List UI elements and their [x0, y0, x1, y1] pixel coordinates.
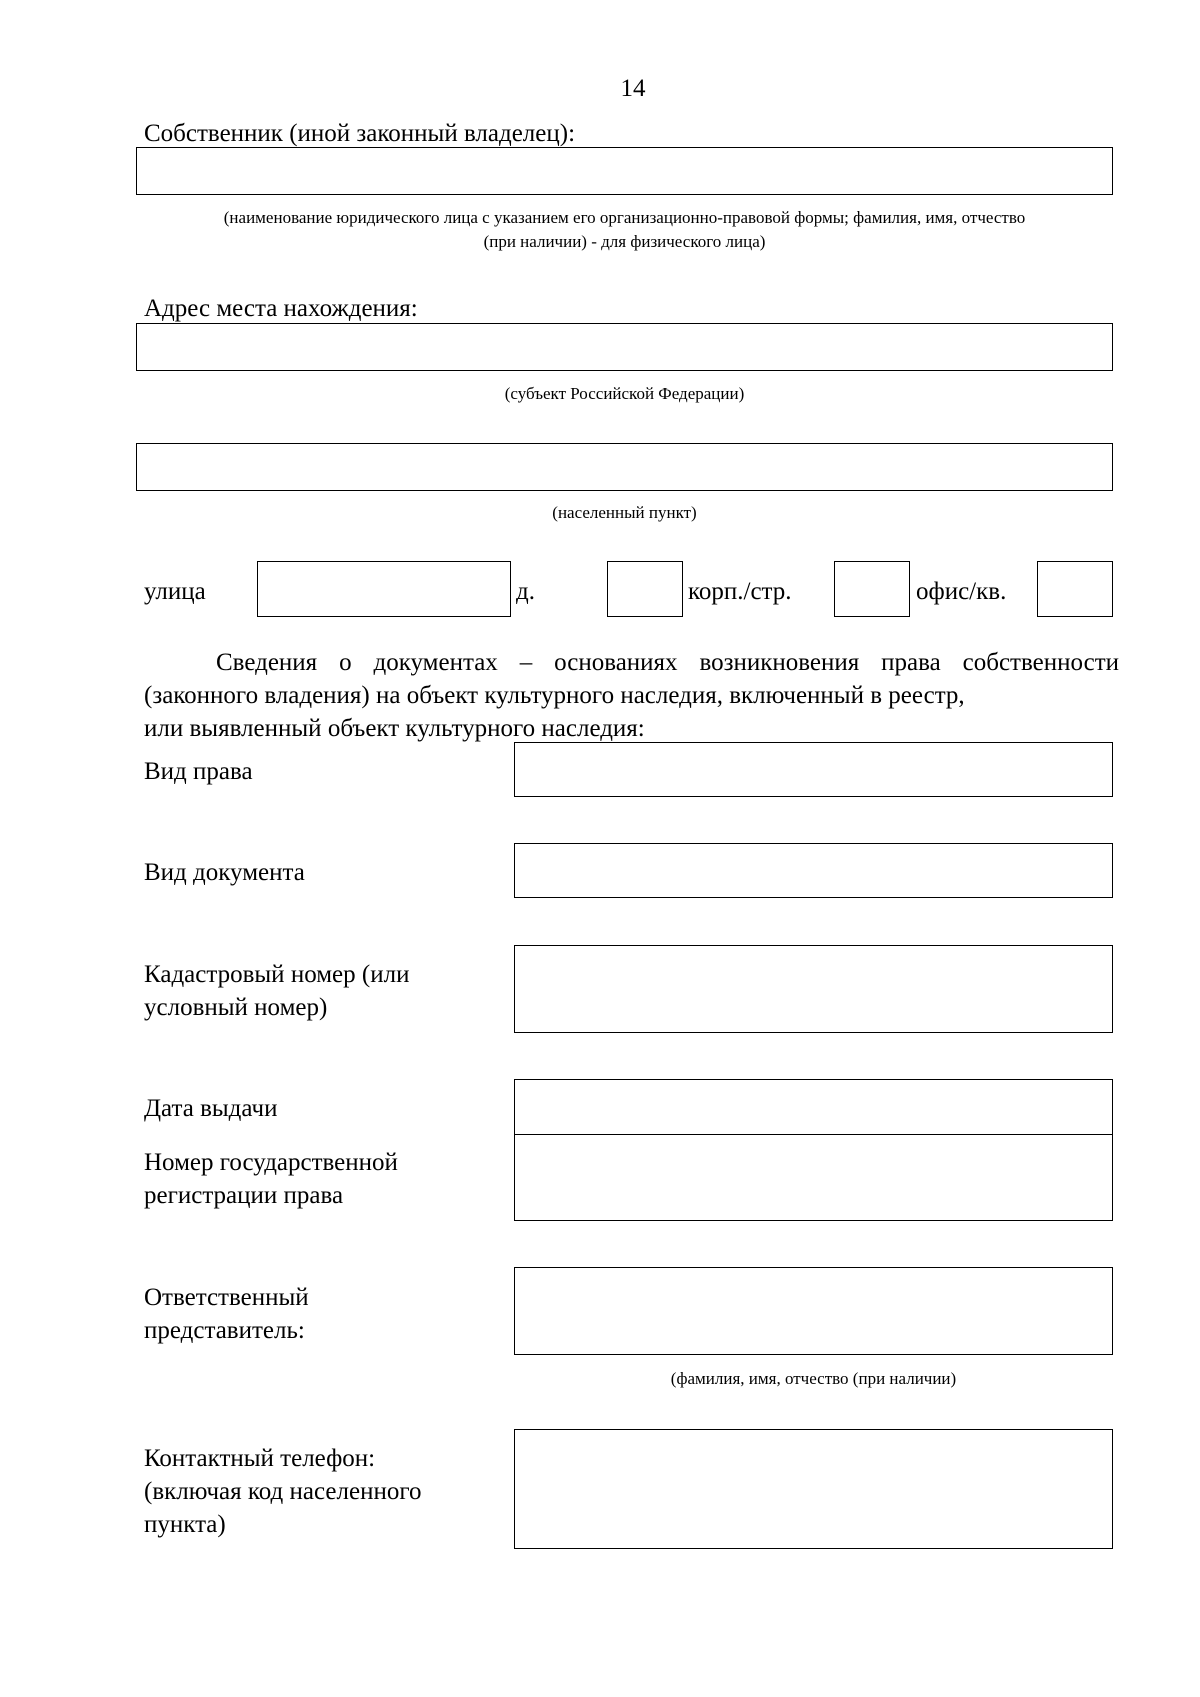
reg-number-field[interactable] [514, 1134, 1113, 1221]
right-type-label: Вид права [144, 758, 253, 785]
locality-caption: (населенный пункт) [552, 503, 697, 522]
owner-label: Собственник (иной законный владелец): [144, 120, 576, 147]
doc-type-label: Вид документа [144, 859, 305, 886]
owner-name-field[interactable] [136, 147, 1113, 195]
subject-caption: (субъект Российской Федерации) [504, 384, 745, 403]
cadastral-label-line2: условный номер) [144, 994, 328, 1021]
house-label: д. [516, 578, 535, 605]
cadastral-label-line1: Кадастровый номер (или [144, 961, 410, 988]
doc-type-field[interactable] [514, 843, 1113, 898]
page-number: 14 [620, 75, 646, 102]
phone-field[interactable] [514, 1429, 1113, 1549]
representative-field[interactable] [514, 1267, 1113, 1355]
phone-label-line1: Контактный телефон: [144, 1445, 376, 1472]
representative-label-line1: Ответственный [144, 1284, 309, 1311]
right-type-field[interactable] [514, 742, 1113, 797]
subject-field[interactable] [136, 323, 1113, 371]
reg-number-label-line1: Номер государственной [144, 1149, 398, 1176]
building-label: корп./стр. [688, 578, 792, 605]
address-label: Адрес места нахождения: [144, 295, 418, 322]
documents-intro: Сведения о документах – основаниях возникновения права собственности (законного владения) на объект культурного наследия, включенный в реестр, [144, 649, 1119, 709]
street-label: улица [144, 578, 206, 605]
issue-date-label: Дата выдачи [144, 1095, 278, 1122]
phone-label-line3: пункта) [144, 1511, 226, 1538]
owner-caption-line1: (наименование юридического лица с указанием его организационно-правовой формы; фамилия, имя, отчество [223, 208, 1026, 227]
cadastral-field[interactable] [514, 945, 1113, 1033]
office-field[interactable] [1037, 561, 1113, 617]
building-field[interactable] [834, 561, 910, 617]
office-label: офис/кв. [916, 578, 1007, 605]
reg-number-label-line2: регистрации права [144, 1182, 344, 1209]
street-field[interactable] [257, 561, 511, 617]
house-field[interactable] [607, 561, 683, 617]
issue-date-field[interactable] [514, 1079, 1113, 1135]
representative-caption: (фамилия, имя, отчество (при наличии) [670, 1369, 957, 1388]
documents-intro-last-line: или выявленный объект культурного наследия: [144, 715, 645, 742]
phone-label-line2: (включая код населенного [144, 1478, 422, 1505]
locality-field[interactable] [136, 443, 1113, 491]
representative-label-line2: представитель: [144, 1317, 305, 1344]
owner-caption-line2: (при наличии) - для физического лица) [483, 232, 766, 251]
